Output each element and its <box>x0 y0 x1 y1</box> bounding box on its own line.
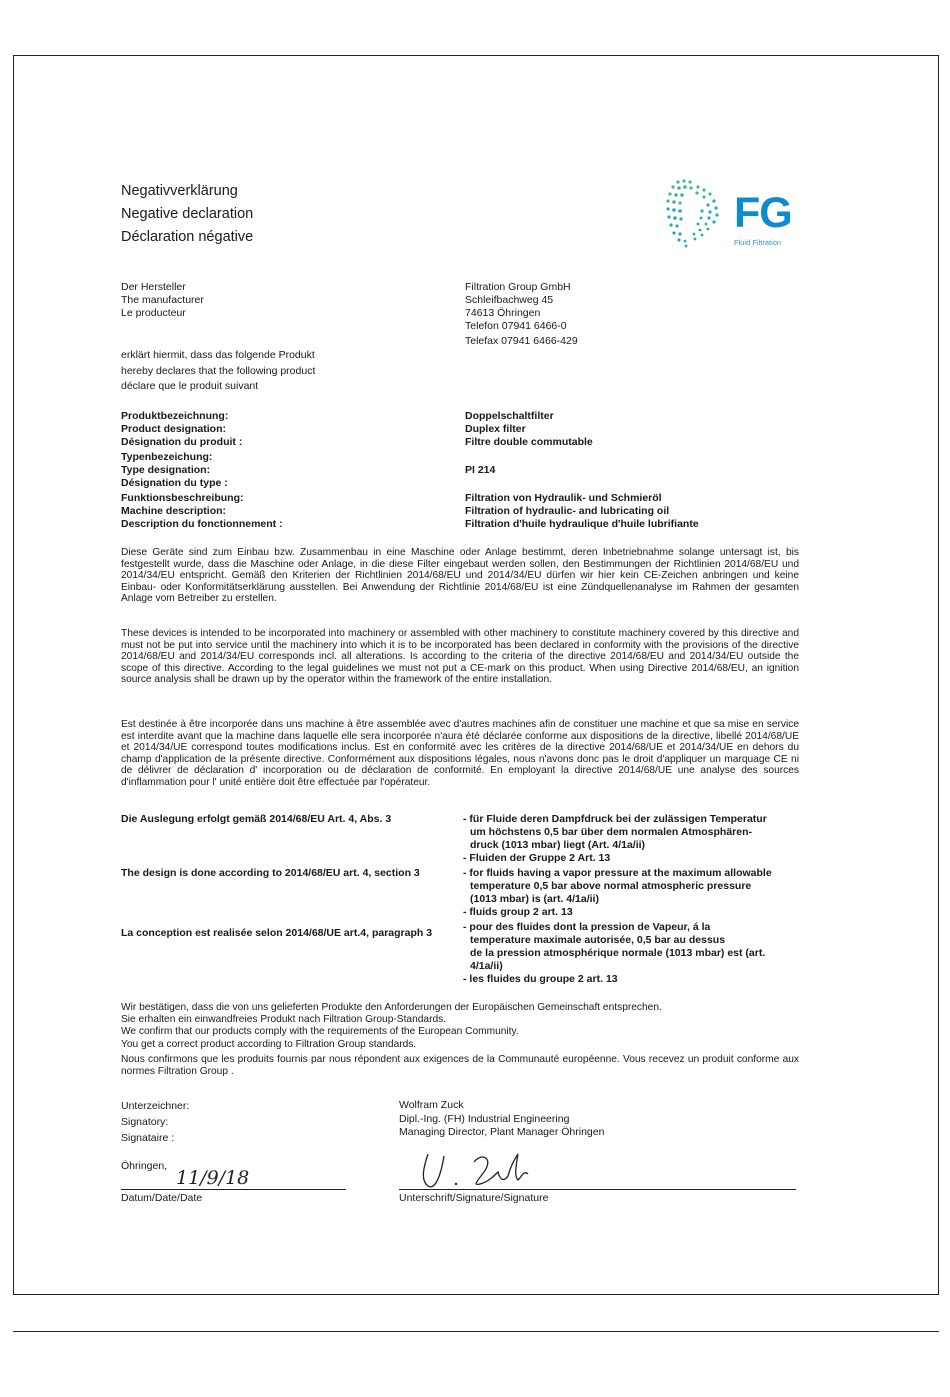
confirm-de-2: Sie erhalten ein einwandfreies Produkt nach Filtration Group-Standards. <box>121 1014 447 1026</box>
paragraph-fr: Est destinée à être incorporée dans uns machine à être assemblée avec d'autres machines afin de constituer une machine et que sa mise en service est interdite avant que la machine dans laquelle elle sera incorporée n'aura été déclarée conforme aux dispositions de la directive, libellé 2014/68/UE et 2014/34/UE correspond toutes modifications inclus. Est en conformité avec les critères de la directive 2014/68/UE et 2014/34/UE en dehors du champ d'application de la présente directive. Conformément aux dispositions légales, nous n'avons donc pas le droit d'appliquer un marquage CE ni de délivrer de déclaration d' incorporation ou de déclaration de conformité. En employant la directive 2014/68/UE une analyse des sources d'inflammation pour l' unité entière doit être effectuée par l'opérateur. <box>121 719 799 788</box>
paragraph-de: Diese Geräte sind zum Einbau bzw. Zusammenbau in eine Maschine oder Anlage bestimmt, deren Inbetriebnahme solange untersagt ist, bis festgestellt wurde, dass die Maschine oder Anlage, in die diese Filter eingebaut werden sollen, den Bestimmungen der Richtlinien 2014/68/EU und 2014/34/EU entspricht. Gemäß den Kriterien der Richtlinien 2014/68/EU und 2014/34/EU dürfen wir hier kein CE-Zeichen anbringen und keine Einbau- oder Konformitätserklärung ausstellen. Bei Anwendung der Richtlinie 2014/68/EU ist eine Zündquellenanalyse im Rahmen der gesamten Anlage vom Betreiber zu erstellen. <box>121 547 799 605</box>
design-fr-line-4: 4/1a/ii) <box>470 960 503 972</box>
signatory-degree: Dipl.-Ing. (FH) Industrial Engineering <box>399 1112 570 1125</box>
signatory-label-de: Unterzeichner: <box>121 1100 190 1112</box>
designation-value-fr: Filtre double commutable <box>465 436 593 448</box>
design-de-line-2: um höchstens 0,5 bar über dem normalen Atmosphären- <box>470 826 753 838</box>
title-de: Negativverklärung <box>121 183 238 199</box>
signatory-position: Managing Director, Plant Manager Öhringen <box>399 1126 605 1138</box>
design-right-de <box>463 813 767 865</box>
declaration-statement <box>121 348 315 395</box>
type-designation-value: PI 214 <box>465 464 496 476</box>
fax: Telefax 07941 6466-429 <box>465 335 578 347</box>
design-fr-line-3: de la pression atmosphérique normale (1013 mbar) est (art. <box>470 947 766 959</box>
confirm-de-1: Wir bestätigen, dass die von uns gelieferten Produkte den Anforderungen der Europäischen Gemeinschaft entsprechen. <box>121 1002 662 1013</box>
signatory-label-fr: Signataire : <box>121 1132 175 1144</box>
design-en-line-1: - for fluids having a vapor pressure at the maximum allowable <box>463 867 772 879</box>
function-value-fr: Filtration d'huile hydraulique d'huile lubrifiante <box>465 518 699 530</box>
declares-de: erklärt hiermit, dass das folgende Produkt <box>121 349 315 361</box>
document-title <box>121 180 253 249</box>
design-de-line-3: druck (1013 mbar) liegt (Art. 4/1a/ii) <box>470 839 646 851</box>
date-line <box>121 1189 346 1190</box>
type-designation-labels <box>121 451 228 490</box>
signature-label: Unterschrift/Signature/Signature <box>399 1192 549 1204</box>
manufacturer-label-en: The manufacturer <box>121 294 204 306</box>
paragraph-en: These devices is intended to be incorporated into machinery or assembled with other machinery to constitute machinery covered by this directive and must not be put into service until the machinery into which it is to be incorporated has been declared in conformity with the provisions of the directive 2014/68/EU and 2014/34/EU corresponds incl. all alterations. Is according to the criteria of the directive 2014/68/EU and 2014/34/EU outside the scope of this directive. According to the legal guidelines we must not put a CE-mark on this product. When using Directive 2014/68/EU, an ignition source analysis shall be drawn up by the operator within the framework of the entire installation. <box>121 628 799 686</box>
city: 74613 Öhringen <box>465 307 541 319</box>
manufacturer-label-fr: Le producteur <box>121 307 186 319</box>
title-en: Negative declaration <box>121 206 254 222</box>
logo-subtitle: Fluid Filtration <box>734 238 782 247</box>
confirm-en-1: We confirm that our products comply with the requirements of the European Community. <box>121 1026 519 1038</box>
manufacturer-labels <box>121 281 204 320</box>
design-right-fr <box>463 921 765 986</box>
function-label-fr: Description du fonctionnement : <box>121 518 283 530</box>
logo-dots-icon <box>664 178 732 250</box>
title-fr: Déclaration négative <box>121 229 254 245</box>
type-label-fr: Désignation du type : <box>121 477 228 489</box>
signature-line <box>399 1189 796 1190</box>
confirm-en-2: You get a correct product according to Filtration Group standards. <box>121 1038 417 1050</box>
bottom-rule <box>13 1331 939 1332</box>
function-value-de: Filtration von Hydraulik- und Schmieröl <box>465 492 662 504</box>
logo-wordmark: FG <box>734 189 792 237</box>
function-label-en: Machine description: <box>121 505 227 517</box>
function-values <box>465 492 699 531</box>
product-designation-values <box>465 410 593 449</box>
designation-label-en: Product designation: <box>121 423 226 435</box>
type-label-en: Type designation: <box>121 464 211 476</box>
handwritten-signature <box>418 1150 538 1194</box>
manufacturer-address <box>465 281 578 348</box>
declares-en: hereby declares that the following product <box>121 364 316 377</box>
design-right-en <box>463 867 772 919</box>
function-value-en: Filtration of hydraulic- and lubricating oil <box>465 505 670 517</box>
manufacturer-label-de: Der Hersteller <box>121 281 186 293</box>
place: Öhringen, <box>121 1160 168 1172</box>
product-designation-labels <box>121 410 242 449</box>
design-en-line-4: - fluids group 2 art. 13 <box>463 906 573 918</box>
designation-label-de: Produktbezeichnung: <box>121 410 229 422</box>
design-left-fr: La conception est realisée selon 2014/68/UE art.4, paragraph 3 <box>121 927 433 939</box>
design-en-line-2: temperature 0,5 bar above normal atmospheric pressure <box>470 880 752 892</box>
signatory-labels <box>121 1098 189 1146</box>
design-fr-line-2: temperature maximale autorisée, 0,5 bar au dessus <box>470 934 726 946</box>
declares-fr: déclare que le produit suivant <box>121 380 259 392</box>
design-de-line-1: - für Fluide deren Dampfdruck bei der zulässigen Temperatur <box>463 813 767 825</box>
designation-label-fr: Désignation du produit : <box>121 436 243 448</box>
type-label-de: Typenbezeichung: <box>121 451 213 463</box>
design-de-line-4: - Fluiden der Gruppe 2 Art. 13 <box>463 852 611 864</box>
design-fr-line-1: - pour des fluides dont la pression de Vapeur, á la <box>463 921 711 933</box>
street: Schleifbachweg 45 <box>465 294 554 306</box>
signatory-label-en: Signatory: <box>121 1116 169 1128</box>
design-left-de: Die Auslegung erfolgt gemäß 2014/68/EU Art. 4, Abs. 3 <box>121 813 392 825</box>
function-labels <box>121 492 283 531</box>
function-label-de: Funktionsbeschreibung: <box>121 492 244 504</box>
design-en-line-3: (1013 mbar) is (art. 4/1a/ii) <box>470 893 599 905</box>
design-left-en: The design is done according to 2014/68/EU art. 4, section 3 <box>121 867 420 879</box>
phone: Telefon 07941 6466-0 <box>465 320 567 332</box>
confirm-fr: Nous confirmons que les produits fournis par nous répondent aux exigences de la Communauté européenne. Vous recevez un produit conforme aux normes Filtration Group . <box>121 1054 799 1078</box>
design-fr-line-5: - les fluides du groupe 2 art. 13 <box>463 973 618 985</box>
company-logo <box>664 178 814 250</box>
confirmation-block <box>121 1002 662 1051</box>
signatory-name: Wolfram Zuck <box>399 1099 464 1111</box>
designation-value-de: Doppelschaltfilter <box>465 410 554 422</box>
signatory-details <box>399 1099 604 1140</box>
company-name: Filtration Group GmbH <box>465 281 571 293</box>
date-label: Datum/Date/Date <box>121 1192 203 1204</box>
designation-value-en: Duplex filter <box>465 423 526 435</box>
handwritten-date: 11/9/18 <box>176 1167 250 1189</box>
